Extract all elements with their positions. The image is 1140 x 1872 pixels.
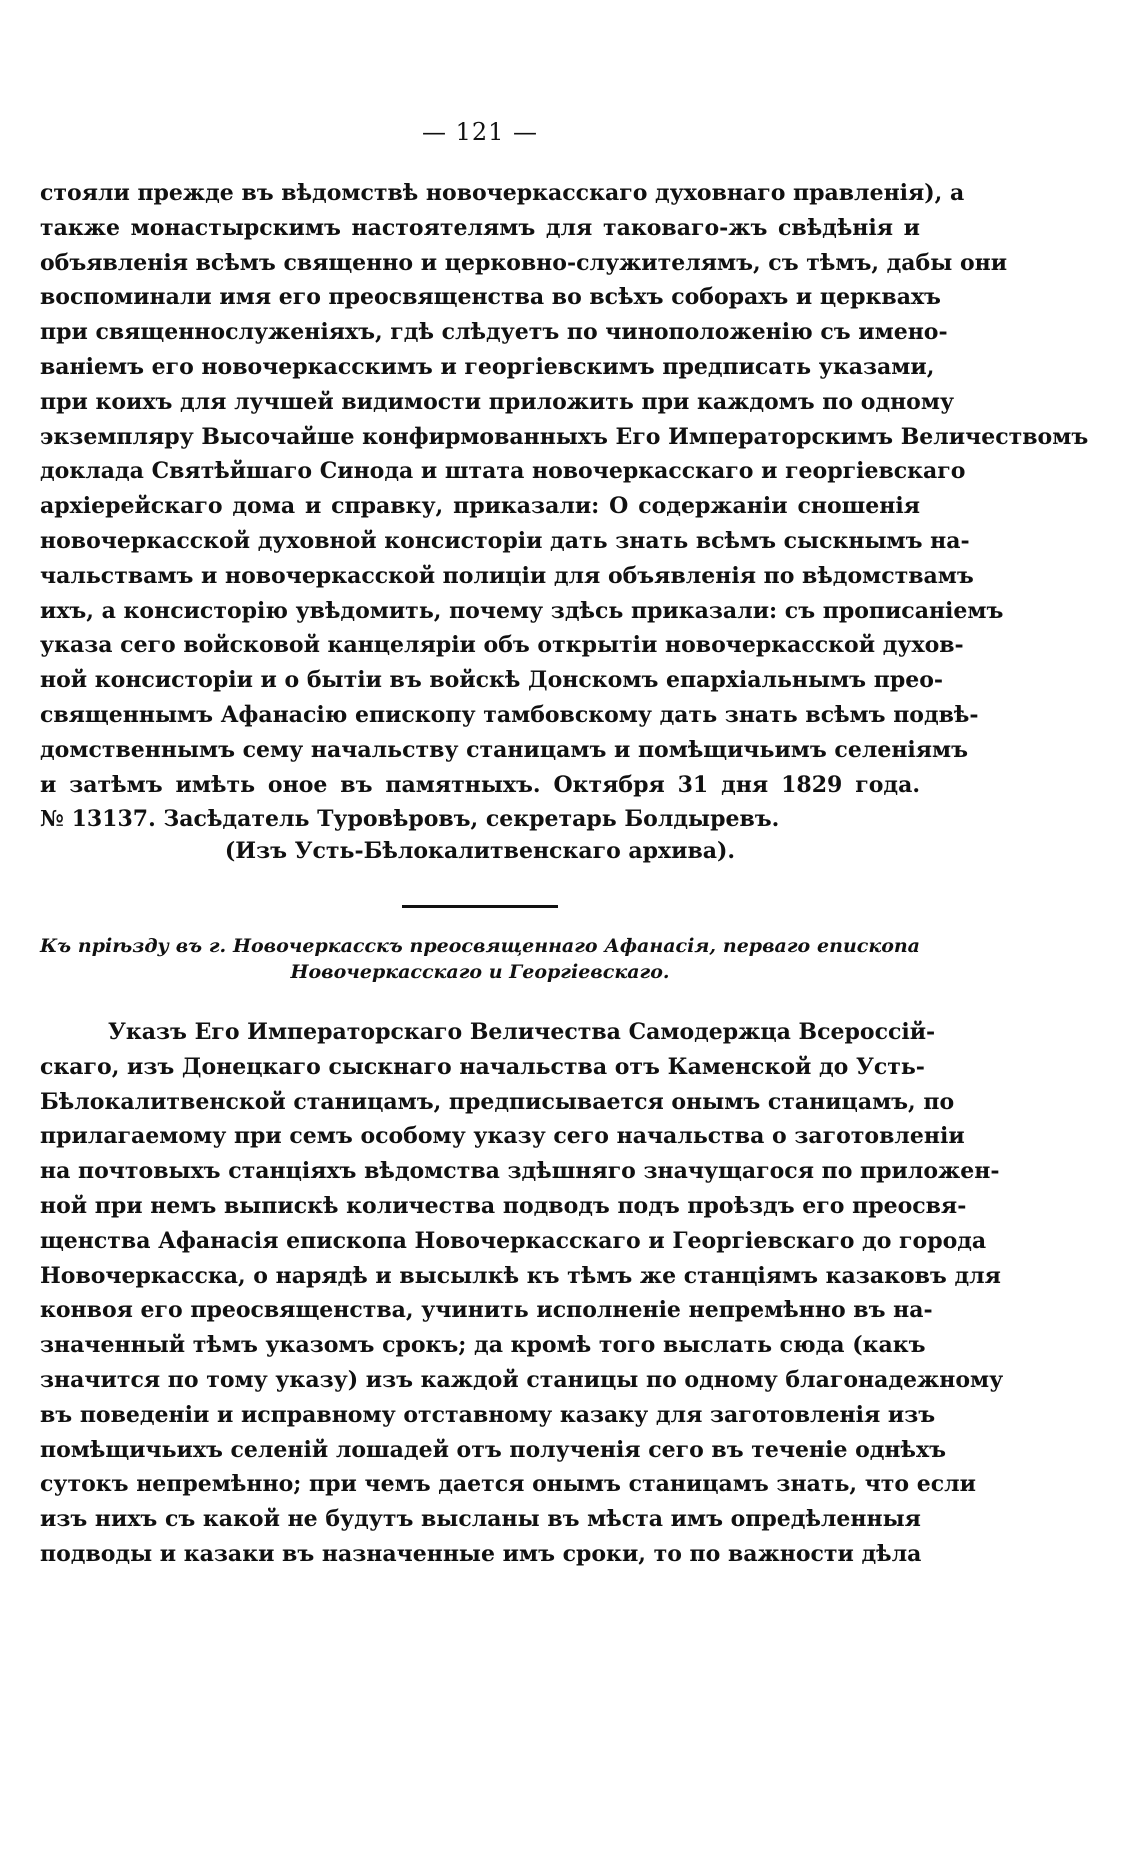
text-line: значенный тѣмъ указомъ срокъ; да кромѣ того выслать сюда (какъ: [40, 1332, 926, 1359]
text-line: при священнослуженіяхъ, гдѣ слѣдуетъ по чиноположенію съ имено-: [40, 319, 948, 346]
text-line: Указъ Его Императорскаго Величества Самодержца Всероссій-: [108, 1019, 936, 1045]
heading-line-2: Новочеркасскаго и Георгіевскаго.: [290, 961, 670, 983]
text-line: указа сего войсковой канцеляріи объ открытіи новочеркасской духов-: [40, 632, 964, 659]
archive-source-note: (Изъ Усть-Бѣлокалитвенскаго архива).: [224, 838, 736, 864]
text-line: воспоминали имя его преосвященства во всѣхъ соборахъ и церквахъ: [40, 284, 941, 311]
text-line: архіерейскаго дома и справку, приказали: О содержаніи сношенія: [40, 493, 920, 520]
text-line: священнымъ Афанасію епископу тамбовскому дать знать всѣмъ подвѣ-: [40, 701, 979, 728]
text-line: и затѣмъ имѣть оное въ памятныхъ. Октября 31 дня 1829 года.: [40, 771, 920, 798]
text-line: щенства Афанасія епископа Новочеркасскаго и Георгіевскаго до города: [40, 1227, 987, 1254]
text-line: Новочеркасска, о нарядѣ и высылкѣ къ тѣмъ же станціямъ казаковъ для: [40, 1262, 1001, 1289]
text-line: конвоя его преосвященства, учинить исполненіе непремѣнно въ на-: [40, 1297, 933, 1324]
text-line: объявленія всѣмъ священно и церковно-служителямъ, съ тѣмъ, дабы они: [40, 249, 1008, 276]
text-line: изъ нихъ съ какой не будутъ высланы въ мѣста имъ опредѣленныя: [40, 1506, 921, 1533]
text-line: также монастырскимъ настоятелямъ для таковаго-жъ свѣдѣнія и: [40, 214, 920, 241]
text-line: домственнымъ сему начальству станицамъ и помѣщичьимъ селеніямъ: [40, 736, 969, 763]
text-line: прилагаемому при семъ особому указу сего начальства о заготовленіи: [40, 1123, 965, 1150]
text-line: скаго, изъ Донецкаго сыскнаго начальства отъ Каменской до Усть-: [40, 1053, 925, 1080]
text-line: въ поведеніи и исправному отставному казаку для заготовленія изъ: [40, 1401, 936, 1428]
document-page: [40, 0, 1089, 1872]
text-line: ваніемъ его новочеркасскимъ и георгіевскимъ предписать указами,: [40, 353, 935, 380]
text-line: экземпляру Высочайше конфирмованныхъ Его Императорскимъ Величествомъ: [40, 423, 1089, 450]
heading-line-1: Къ пріѣзду въ г. Новочеркасскъ преосвященнаго Афанасія, перваго епископа: [40, 935, 920, 957]
text-line: ной консисторіи и о бытіи въ войскѣ Донскомъ епархіальнымъ прео-: [40, 667, 943, 694]
page-number: — 121 —: [421, 118, 539, 146]
text-line: стояли прежде въ вѣдомствѣ новочеркасскаго духовнаго правленія), а: [40, 180, 965, 206]
text-line: Бѣлокалитвенской станицамъ, предписывается онымъ станицамъ, по: [40, 1088, 955, 1115]
text-line: при коихъ для лучшей видимости приложить при каждомъ по одному: [40, 388, 955, 415]
text-line: доклада Святѣйшаго Синода и штата новочеркасскаго и георгіевскаго: [40, 458, 966, 485]
text-line: подводы и казаки въ назначенные имъ сроки, то по важности дѣла: [40, 1540, 922, 1567]
text-line: сутокъ непремѣнно; при чемъ дается онымъ станицамъ знать, что если: [40, 1471, 976, 1498]
text-line: значится по тому указу) изъ каждой станицы по одному благонадежному: [40, 1366, 1004, 1393]
text-line: на почтовыхъ станціяхъ вѣдомства здѣшняго значущагося по приложен-: [40, 1158, 1000, 1185]
text-line: помѣщичьихъ селеній лошадей отъ полученія сего въ теченіе однѣхъ: [40, 1436, 946, 1463]
paragraph-decree-continuation: [40, 176, 1089, 837]
text-line: № 13137. Засѣдатель Туровѣровъ, секретарь Болдыревъ.: [40, 806, 780, 833]
paragraph-decree: [40, 1015, 1004, 1572]
text-line: чальствамъ и новочеркасской полиціи для объявленія по вѣдомствамъ: [40, 562, 974, 589]
text-line: ной при немъ выпискѣ количества подводъ подъ проѣздъ его преосвя-: [40, 1192, 967, 1219]
section-divider: [402, 905, 558, 908]
text-line: новочеркасской духовной консисторіи дать знать всѣмъ сыскнымъ на-: [40, 527, 970, 554]
section-heading: [40, 933, 920, 985]
text-line: ихъ, а консисторію увѣдомить, почему здѣсь приказали: съ прописаніемъ: [40, 597, 1004, 624]
